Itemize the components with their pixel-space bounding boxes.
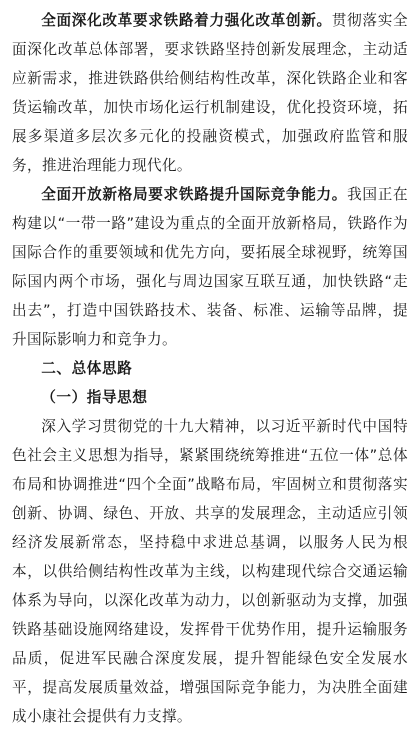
sub-section-heading: （一）指导思想 bbox=[41, 389, 148, 406]
paragraph-body-continued: 求进总基调，以服务人民为根本，以供给侧结构性改革为主线，以构建现代综合交通运输体系为导向，以深化改革为动力，以创新驱动为支撑，加强铁路基础设施网络建设，发挥骨干优势作用，提升运输服务品质，促进军民融合深度发展，提升智能绿色安全发展水平，提高发展质量效益，增强国际竞争能力，为决胜全面建成小康社会提供有力支撑。 bbox=[12, 534, 408, 725]
section-heading: 二、总体思路 bbox=[41, 360, 133, 377]
paragraph-body: 贯彻落实全面深化改革总体部署，要求铁路坚持创新发展理念，主动适应新需求，推进铁路供给侧结构性改革，深化铁路企业和客货运输改革，加快市场化运行机制建设，优化投资环境，拓展多渠道多层次多元化的投融资模式，加强政府监管和服务，推进治理能力现代化。 bbox=[12, 12, 408, 174]
paragraph-body: 深入学习贯彻党的十九大精神，以习近平新时代中国特色社会主义思想为指导，紧紧围绕统筹推进“五位一体”总体布局和协调推进“四个全面”战略布局，牢固树立和贯彻落实创新、协调、绿色、开放、共享的发展理念，主动适应引领经济发展新常态，坚持稳中 bbox=[12, 418, 408, 551]
paragraph-lead: 全面开放新格局要求铁路提升国际竞争能力。 bbox=[41, 186, 348, 203]
paragraph-lead: 全面深化改革要求铁路着力强化改革创新。 bbox=[41, 12, 332, 29]
paragraph-guiding-thought bbox=[12, 412, 408, 731]
paragraph-opening bbox=[12, 180, 408, 354]
paragraph-reform bbox=[12, 6, 408, 180]
paragraph-body: 我国正在构建以“一带一路”建设为重点的全面开放新格局，铁路作为国际合作的重要领域和优先方向，要拓展全球视野，统筹国际国内两个市场，强化与周边国家互联互通，加快铁路“走出去”，打造中国铁路技术、装备、标准、运输等品牌，提升国际影响力和竞争力。 bbox=[12, 186, 408, 348]
